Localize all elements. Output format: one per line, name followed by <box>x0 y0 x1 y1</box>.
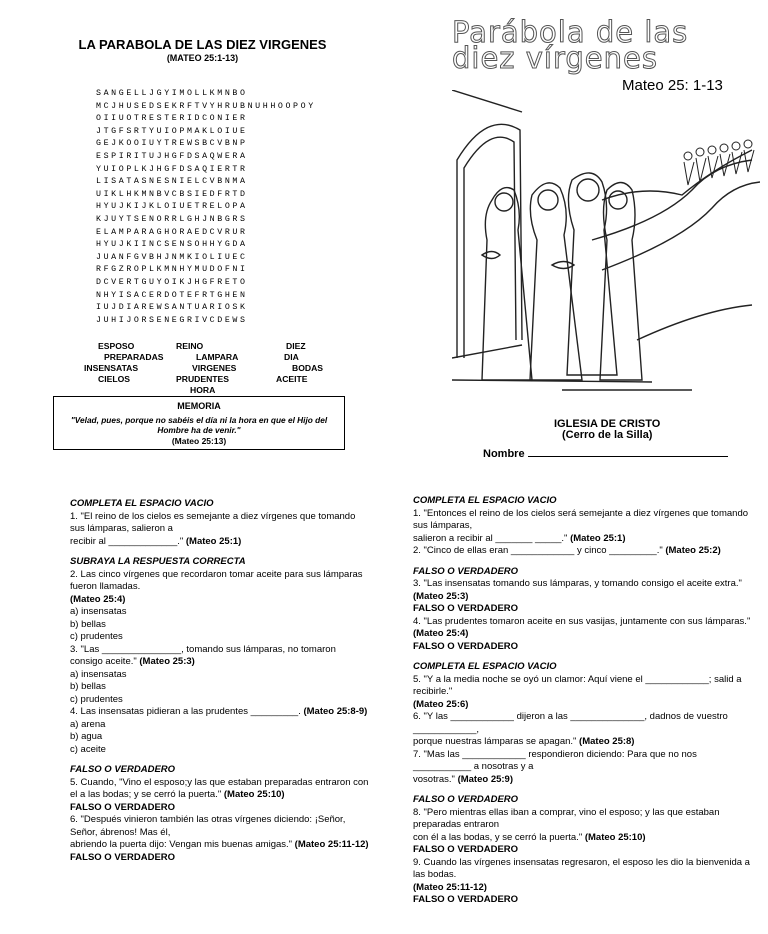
question-body: COMPLETA EL ESPACIO VACIO <box>413 661 557 672</box>
question-body: b) bellas <box>70 618 106 630</box>
word-search-row: RFGZROPLKMNHYMUDOFNI <box>96 265 248 275</box>
word-search-row: HYUJKIJKLOIUETRELOPA <box>96 202 248 212</box>
question-text <box>70 719 370 732</box>
word-search-row: SANGELLJGYIMOLLKMNBO <box>96 89 248 98</box>
question-text <box>413 578 753 603</box>
question-body: 7. "Mas las ____________ respondieron diciendo: Para que no nos ___________ a nosotras y a <box>413 748 697 772</box>
left-title: LA PARABOLA DE LAS DIEZ VIRGENES <box>78 37 327 52</box>
name-line[interactable] <box>528 446 728 457</box>
question-body: 2. Las cinco vírgenes que recordaron tomar aceite para sus lámparas fueron llamadas. <box>70 568 363 592</box>
word-search-grid <box>96 88 316 327</box>
question-body: FALSO O VERDADERO <box>413 640 519 652</box>
word-list-item: REINO <box>176 341 204 351</box>
word-list-item: ACEITE <box>276 374 308 384</box>
verse-reference: (Mateo 25:8-9) <box>303 706 368 717</box>
section-heading <box>70 764 370 777</box>
question-text <box>70 839 370 852</box>
word-list-col2 <box>176 341 256 396</box>
question-text <box>70 536 370 549</box>
word-search-row: ESPIRITUJHGFDSAQWERA <box>96 151 248 161</box>
question-body: a) arena <box>70 718 106 730</box>
memory-reference: (Mateo 25:13) <box>171 436 227 447</box>
question-text <box>70 777 370 802</box>
question-text <box>413 807 753 832</box>
question-text <box>413 857 753 882</box>
reference: Mateo 25: 1-13 <box>622 77 723 94</box>
question-text <box>70 681 370 694</box>
question-body: FALSO O VERDADERO <box>413 844 519 855</box>
question-body: 1. "Entonces el reino de los cielos será semejante a diez vírgenes que tomando sus lámparas, <box>413 507 749 531</box>
question-body: con él a las bodas, y se cerró la puerta." <box>413 831 585 843</box>
answer-line <box>413 699 753 712</box>
word-list-item: HORA <box>190 385 216 395</box>
question-text <box>70 511 370 536</box>
section-heading <box>413 794 753 807</box>
question-text <box>70 669 370 682</box>
word-search-row: JUHIJORSENEGRIVCDEWS <box>96 315 248 325</box>
question-body: SUBRAYA LA RESPUESTA CORRECTA <box>70 556 246 567</box>
name-label: Nombre <box>483 448 525 460</box>
answer-line <box>413 844 753 857</box>
word-search-row: LISATASNESNIELCVBNMA <box>96 177 248 187</box>
word-search-row: MCJHUSEDSEKRFTVYHRUBNUHHOOPOY <box>96 101 316 111</box>
verse-reference: (Mateo 25:3) <box>139 656 195 667</box>
question-text <box>413 832 753 845</box>
word-search-row: DCVERTGUYOIKJHGFRETO <box>96 277 248 287</box>
section-heading <box>70 498 370 511</box>
question-body: FALSO O VERDADERO <box>70 764 176 775</box>
answer-line <box>413 882 753 895</box>
question-text <box>70 619 370 632</box>
verse-reference: (Mateo 25:8) <box>579 736 635 747</box>
word-search-row: ELAMPARAGHORAEDCVRUR <box>96 227 248 237</box>
memory-verse: "Velad, pues, porque no sabéis el día ni la hora en que el Hijo del Hombre ha de venir." <box>70 415 328 435</box>
question-body: FALSO O VERDADERO <box>413 894 519 905</box>
word-list-item: DIA <box>284 352 299 362</box>
question-body: FALSO O VERDADERO <box>413 794 519 805</box>
word-search-row: GEJKOOIUYTREWSBCVBNP <box>96 139 248 149</box>
word-list-item: PRUDENTES <box>176 374 230 384</box>
verse-reference: (Mateo 25:10) <box>584 831 646 843</box>
word-list-col1 <box>84 341 174 385</box>
question-text <box>70 644 370 669</box>
verse-reference: (Mateo 25:2) <box>665 545 721 556</box>
parable-illustration <box>452 90 760 395</box>
answer-line <box>70 594 370 607</box>
question-body: c) aceite <box>70 743 106 755</box>
question-body: b) bellas <box>70 681 106 692</box>
question-body: (Mateo 25:6) <box>413 698 469 710</box>
word-list-item: PREPARADAS <box>104 352 164 362</box>
right-title <box>452 15 762 75</box>
question-body: 4. "Las prudentes tomaron aceite en sus vasijas, juntamente con sus lámparas." <box>413 615 751 627</box>
section-heading <box>413 566 753 579</box>
answer-line <box>70 802 370 815</box>
word-list-item: INSENSATAS <box>84 363 139 373</box>
question-body: b) agua <box>70 731 103 742</box>
question-text <box>70 694 370 707</box>
question-body: (Mateo 25:11-12) <box>413 881 487 893</box>
word-search-row: OIIUOTRESTERIDCONIER <box>96 114 248 124</box>
section-heading <box>70 556 370 569</box>
question-body: 6. "Y las ____________ dijeron a las ______________, dadnos de vuestro ____________, <box>413 711 728 735</box>
title-line2: diez vírgenes <box>452 41 658 75</box>
word-search-row: JTGFSRTYUIOPMAKLOIUE <box>96 126 248 136</box>
question-body: abriendo la puerta dijo: Vengan mis buenas amigas." <box>70 839 295 850</box>
question-text <box>70 814 370 839</box>
left-subtitle: (MATEO 25:1-13) <box>166 53 239 63</box>
question-body: FALSO O VERDADERO <box>70 801 176 813</box>
question-body: c) prudentes <box>70 631 123 642</box>
verse-reference: (Mateo 25:10) <box>223 789 285 800</box>
question-text <box>413 508 753 533</box>
word-search-row: HYUJKIINCSENSOHHYGDA <box>96 240 248 250</box>
verse-reference: (Mateo 25:1) <box>570 532 626 544</box>
answer-line <box>413 603 753 616</box>
question-text <box>70 706 370 719</box>
question-body: 1. "El reino de los cielos es semejante a diez vírgenes que tomando sus lámparas, salieron a <box>70 510 356 534</box>
question-text <box>70 606 370 619</box>
word-search-row: IUJDIAREWSANTUARIOSK <box>96 303 248 313</box>
question-body: c) prudentes <box>70 693 123 705</box>
word-search-row: UIKLHKMNBVCBSIEDFRTD <box>96 189 248 199</box>
word-list-item: VIRGENES <box>192 363 237 373</box>
question-text <box>413 711 753 736</box>
church-name: IGLESIA DE CRISTO <box>554 418 661 430</box>
question-body: COMPLETA EL ESPACIO VACIO <box>413 495 557 506</box>
question-body: 9. Cuando las vírgenes insensatas regresaron, el esposo les dio la bienvenida a las bodas. <box>413 856 750 880</box>
question-body: 5. "Y a la media noche se oyó un clamor: Aquí viene el ____________; salid a recibirle." <box>413 673 742 697</box>
question-body: FALSO O VERDADERO <box>413 603 519 614</box>
question-body: 8. "Pero mientras ellas iban a comprar, vino el esposo; y las que estaban preparadas entraron <box>413 806 720 830</box>
question-text <box>413 616 753 641</box>
question-text <box>70 569 370 594</box>
question-body: FALSO O VERDADERO <box>413 565 519 577</box>
question-text <box>70 731 370 744</box>
question-body: porque nuestras lámparas se apagan." <box>413 736 580 747</box>
word-list-item: CIELOS <box>98 374 130 384</box>
answer-line <box>413 894 753 907</box>
left-questions <box>70 490 370 864</box>
answer-line <box>70 852 370 865</box>
verse-reference: (Mateo 25:3) <box>413 590 469 602</box>
question-body: 3. "Las insensatas tomando sus lámparas, y tomando consigo el aceite extra." <box>413 578 742 589</box>
question-body: salieron a recibir al _______ _____." <box>413 532 571 544</box>
word-search-row: YUIOPLKJHGFDSAQIERTR <box>96 164 248 174</box>
section-heading <box>413 661 753 674</box>
question-body: FALSO O VERDADERO <box>70 851 176 863</box>
question-body: 5. Cuando, "Vino el esposo;y las que estaban preparadas entraron con el a las bodas; y se cerró la puerta." <box>70 776 369 800</box>
section-heading <box>413 495 753 508</box>
word-list-item: DIEZ <box>286 341 306 351</box>
question-text <box>70 744 370 757</box>
title-line1: Parábola de las <box>452 15 689 49</box>
word-search-row: JUANFGVBHJNMKIOLIUEC <box>96 252 248 262</box>
memory-verse-box <box>53 396 345 450</box>
question-body: a) insensatas <box>70 606 127 617</box>
question-text <box>413 749 753 774</box>
name-field[interactable] <box>483 446 735 460</box>
verse-reference: (Mateo 25:9) <box>457 773 513 785</box>
word-list-item: BODAS <box>292 363 324 373</box>
question-body: a) insensatas <box>70 668 127 680</box>
question-body: 3. "Las _______________, tomando sus lámparas, no tomaron consigo aceite." <box>70 643 336 667</box>
word-list-col3 <box>276 341 326 385</box>
answer-line <box>413 641 753 654</box>
word-search-row: NHYISACERDOTEFRTGHEN <box>96 290 248 300</box>
word-list-item: LAMPARA <box>196 352 239 362</box>
word-list-item: ESPOSO <box>98 341 135 351</box>
question-body: 4. Las insensatas pidieran a las prudentes _________. <box>70 706 304 717</box>
question-text <box>413 736 753 749</box>
verse-reference: (Mateo 25:1) <box>185 535 242 547</box>
question-body: COMPLETA EL ESPACIO VACIO <box>70 498 214 509</box>
question-text <box>413 774 753 787</box>
question-text <box>413 674 753 699</box>
question-body: vosotras." <box>413 773 458 785</box>
question-body: recibir al _____________." <box>70 535 186 547</box>
question-text <box>70 631 370 644</box>
right-questions <box>413 487 753 907</box>
word-search-row: KJUYTSENORRLGHJNBGRS <box>96 214 248 224</box>
memory-title: MEMORIA <box>177 401 221 411</box>
question-body: 2. "Cinco de ellas eran ____________ y cinco _________." <box>413 545 666 556</box>
question-body: 6. "Después vinieron también las otras vírgenes diciendo: ¡Señor, Señor, ábrenos! Mas él, <box>70 814 346 838</box>
verse-reference: (Mateo 25:11-12) <box>294 839 369 850</box>
question-body: (Mateo 25:4) <box>70 593 126 605</box>
verse-reference: (Mateo 25:4) <box>413 628 469 639</box>
church-subtitle: (Cerro de la Silla) <box>562 429 653 441</box>
question-text <box>413 545 753 558</box>
question-text <box>413 533 753 546</box>
